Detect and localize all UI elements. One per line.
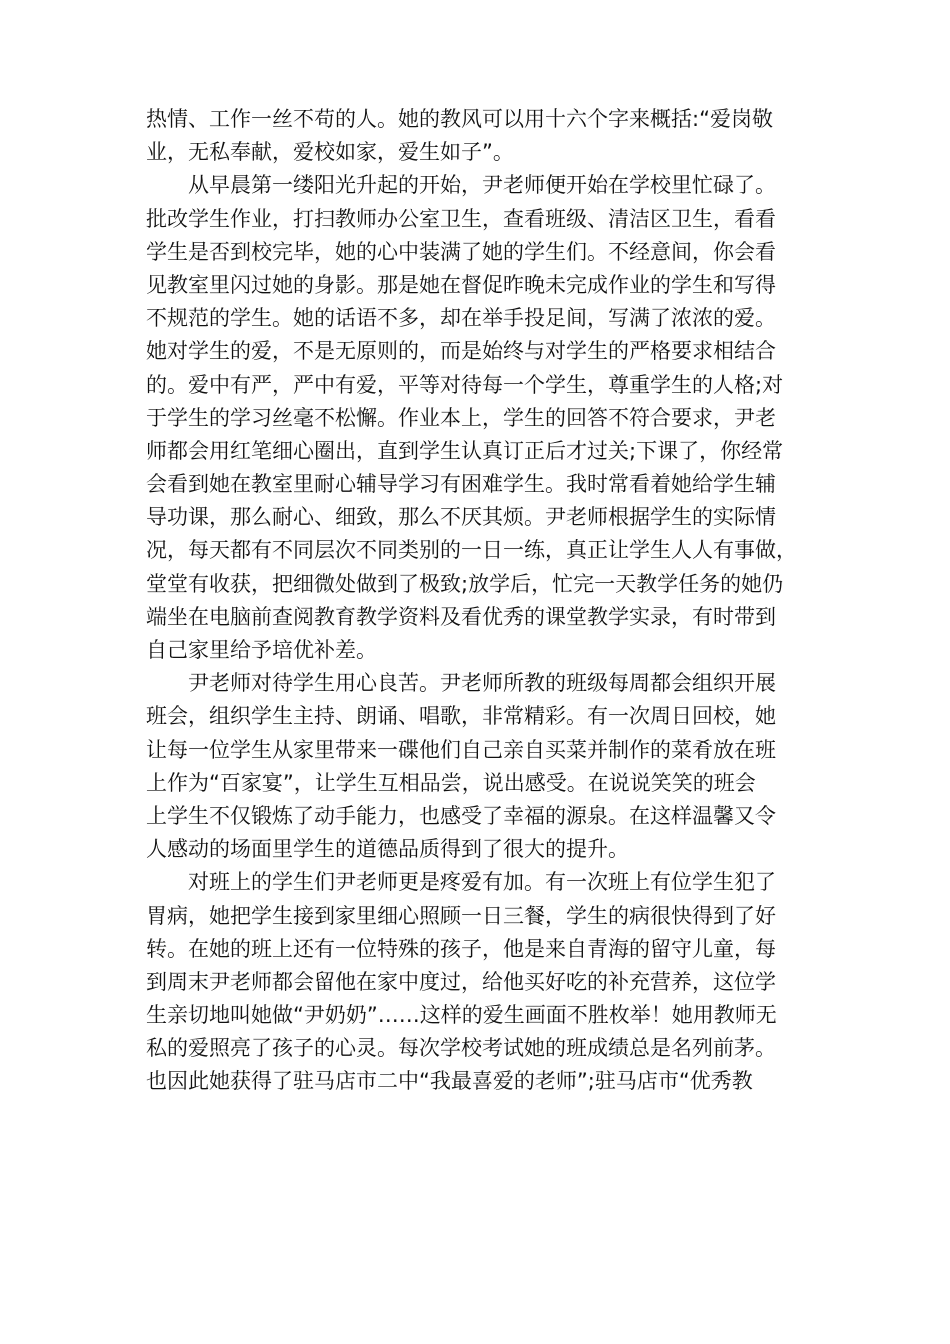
text-line: 人感动的场面里学生的道德品质得到了很大的提升。 <box>146 837 629 862</box>
text-line: 的。爱中有严，严中有爱，平等对待每一个学生，尊重学生的人格;对 <box>146 372 784 397</box>
text-line: 学生是否到校完毕，她的心中装满了她的学生们。不经意间，你会看 <box>146 239 776 264</box>
text-line: 从早晨第一缕阳光升起的开始，尹老师便开始在学校里忙碌了。 <box>188 173 776 198</box>
text-line: 她对学生的爱，不是无原则的，而是始终与对学生的严格要求相结合 <box>146 339 776 364</box>
text-line: 不规范的学生。她的话语不多，却在举手投足间，写满了浓浓的爱。 <box>146 306 776 331</box>
text-line: 业，无私奉献，爱校如家，爱生如子”。 <box>146 140 514 165</box>
text-line: 胃病，她把学生接到家里细心照顾一日三餐，学生的病很快得到了好 <box>146 903 776 928</box>
text-line: 会看到她在教室里耐心辅导学习有困难学生。我时常看着她给学生辅 <box>146 472 776 497</box>
text-line: 尹老师对待学生用心良苦。尹老师所教的班级每周都会组织开展 <box>188 671 776 696</box>
text-line: 见教室里闪过她的身影。那是她在督促昨晚未完成作业的学生和写得 <box>146 272 776 297</box>
text-line: 热情、工作一丝不苟的人。她的教风可以用十六个字来概括:“爱岗敬 <box>146 107 773 131</box>
text-line: 导功课，那么耐心、细致，那么不厌其烦。尹老师根据学生的实际情 <box>146 505 776 530</box>
text-line: 师都会用红笔细心圈出，直到学生认真订正后才过关;下课了，你经常 <box>146 438 784 463</box>
text-line: 上作为“百家宴”，让学生互相品尝，说出感受。在说说笑笑的班会 <box>146 770 756 795</box>
text-line: 自己家里给予培优补差。 <box>146 638 377 662</box>
text-line: 私的爱照亮了孩子的心灵。每次学校考试她的班成绩总是名列前茅。 <box>146 1036 776 1061</box>
text-line: 到周末尹老师都会留他在家中度过，给他买好吃的补充营养，这位学 <box>146 969 776 994</box>
text-line: 班会，组织学生主持、朗诵、唱歌，非常精彩。有一次周日回校，她 <box>146 704 776 729</box>
text-line: 对班上的学生们尹老师更是疼爱有加。有一次班上有位学生犯了 <box>188 870 776 895</box>
text-line: 让每一位学生从家里带来一碟他们自己亲自买菜并制作的菜肴放在班 <box>146 737 776 762</box>
body-text <box>146 103 816 1099</box>
text-line: 于学生的学习丝毫不松懈。作业本上，学生的回答不符合要求，尹老 <box>146 405 776 430</box>
text-line: 也因此她获得了驻马店市二中“我最喜爱的老师”;驻马店市“优秀教 <box>146 1069 753 1094</box>
text-line: 端坐在电脑前查阅教育教学资料及看优秀的课堂教学实录，有时带到 <box>146 604 776 629</box>
text-line: 批改学生作业，打扫教师办公室卫生，查看班级、清洁区卫生，看看 <box>146 206 776 231</box>
text-line: 堂堂有收获，把细微处做到了极致;放学后，忙完一天教学任务的她仍 <box>146 571 784 596</box>
text-line: 转。在她的班上还有一位特殊的孩子，他是来自青海的留守儿童，每 <box>146 936 776 961</box>
text-line: 上学生不仅锻炼了动手能力，也感受了幸福的源泉。在这样温馨又令 <box>146 803 776 828</box>
text-line: 况，每天都有不同层次不同类别的一日一练，真正让学生人人有事做， <box>146 538 797 563</box>
text-line: 生亲切地叫她做“尹奶奶”……这样的爱生画面不胜枚举！她用教师无 <box>146 1003 777 1028</box>
